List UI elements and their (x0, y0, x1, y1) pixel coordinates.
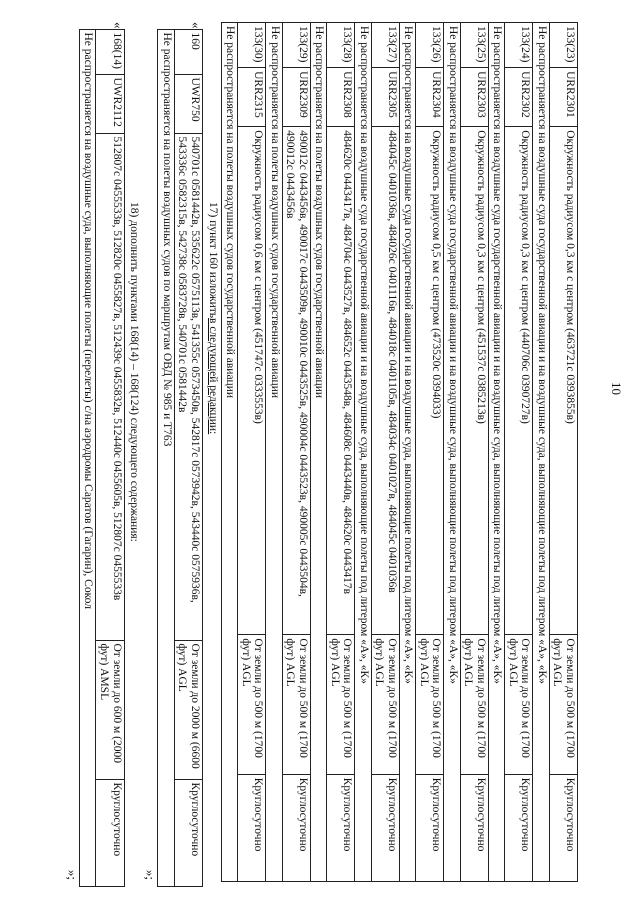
zone-row (327, 23, 355, 882)
altitude-cell: От земли до 2000 м (6600 фут) AGL (174, 640, 202, 779)
altitude-cell: От земли до 500 м (1700 фут) AGL (238, 635, 266, 774)
zone-row (174, 29, 202, 886)
time-cell: Круглосуточно (96, 779, 124, 886)
zone-boundary-cell: 484045с 0401036в, 484026с 0401116в, 484018с 0401105в, 484034с 0401027в, 484045с 0401036в (371, 127, 399, 635)
item-number-cell: 168(14) (96, 29, 124, 74)
paragraph-17-number: 17) (206, 202, 219, 218)
note-row (311, 23, 327, 882)
note-cell: Не распространяется на воздушные суда государственной авиации и на воздушные суда, выполняющие полеты под литером «А», «К» (355, 23, 371, 882)
zone-code-cell: URR2301 (549, 68, 577, 127)
item-number-cell: 133(28) (327, 23, 355, 68)
zone-row (505, 23, 533, 882)
time-cell: Круглосуточно (282, 774, 310, 881)
note-row (80, 29, 96, 886)
paragraph-17-text: пункт 160 изложить (206, 220, 219, 319)
note-cell: Не распространяется на полеты воздушных судов государственной авиации (222, 23, 238, 882)
note-cell: Не распространяется на воздушные суда государственной авиации и на воздушные суда, выполняющие полеты под литером «А», «К» (489, 23, 505, 882)
zone-row (460, 23, 488, 882)
open-quote-17: « (189, 22, 204, 29)
time-cell: Круглосуточно (238, 774, 266, 881)
paragraph-18-text: дополнить пунктами 168(14) – 168(124) следующего содержания: (128, 220, 141, 542)
note-cell: Не распространяется на воздушные суда государственной авиации и на воздушные суда, выполняющие полеты под литером «А», «К» (533, 23, 549, 882)
item-number-cell: 133(27) (371, 23, 399, 68)
note-cell: Не распространяется на полеты воздушных судов государственной авиации (311, 23, 327, 882)
open-quote-18: « (110, 22, 126, 29)
paragraph-18 (125, 22, 143, 882)
time-cell: Круглосуточно (549, 774, 577, 881)
note-cell: Не распространяется на полеты воздушных судов по маршрутам ОВД № 985 и Т763 (158, 29, 174, 886)
time-cell: Круглосуточно (174, 779, 202, 886)
note-row (489, 23, 505, 882)
rotated-sheet (58, 22, 624, 882)
item-number-cell: 133(26) (416, 23, 444, 68)
zone-boundary-cell: 490012с 0443456в, 490017с 0443509в, 490010с 0443525в, 490004с 0443523в, 490005с 0443504в, 490012с 0443456в (282, 127, 310, 635)
altitude-cell: От земли до 500 м (1700 фут) AGL (327, 635, 355, 774)
airspace-table-b (158, 29, 204, 887)
zone-code-cell: URR2309 (282, 68, 310, 127)
altitude-cell: От земли до 500 м (1700 фут) AGL (416, 635, 444, 774)
item-number-cell: 133(29) (282, 23, 310, 68)
time-cell: Круглосуточно (505, 774, 533, 881)
altitude-cell: От земли до 500 м (1700 фут) AGL (282, 635, 310, 774)
zone-code-cell: UWR2112 (96, 74, 124, 133)
time-cell: Круглосуточно (460, 774, 488, 881)
airspace-table-a (221, 22, 578, 882)
note-row (444, 23, 460, 882)
zone-row (416, 23, 444, 882)
item-number-cell: 133(24) (505, 23, 533, 68)
zone-code-cell: URR2315 (238, 68, 266, 127)
zone-code-cell: URR2305 (371, 68, 399, 127)
item-number-cell: 160 (174, 29, 202, 74)
zone-code-cell: UWR750 (174, 74, 202, 133)
zone-boundary-cell: Окружность радиусом 0,6 км с центром (451747с 0333553в) (238, 127, 266, 635)
close-quote-18: »; (65, 869, 81, 880)
item-number-cell: 133(30) (238, 23, 266, 68)
close-quote-17: »; (143, 869, 159, 880)
altitude-cell: От земли до 600 м (2000 фут) AMSL (96, 640, 124, 779)
zone-row (282, 23, 310, 882)
zone-boundary-cell: Окружность радиусом 0,3 км с центром (463721с 0393855в) (549, 127, 577, 635)
note-cell: Не распространяется на воздушные суда государственной авиации и на воздушные суда, выполняющие полеты под литером «А», «К» (444, 23, 460, 882)
note-cell: Не распространяется на воздушные суда, выполняющие полеты (перелеты) с/на аэродромы Саратов (Гагарин), Сокол (80, 29, 96, 886)
zone-code-cell: URR2302 (505, 68, 533, 127)
page-number: 10 (609, 382, 624, 395)
note-row (355, 23, 371, 882)
zone-boundary-cell: 484620с 0443417в, 484704с 0443527в, 484652с 0443548в, 484608с 0443440в, 484620с 0443417в (327, 127, 355, 635)
altitude-cell: От земли до 500 м (1700 фут) AGL (371, 635, 399, 774)
zone-row (549, 23, 577, 882)
zone-row (371, 23, 399, 882)
zone-boundary-cell: Окружность радиусом 0,5 км с центром (473520с 0394033) (416, 127, 444, 635)
zone-boundary-cell: 512807с 0455533в, 512820с 0455827в, 512439с 0455832в, 512440с 0455605в, 512807с 0455533в (96, 133, 124, 640)
note-row (158, 29, 174, 886)
zone-boundary-cell: Окружность радиусом 0,3 км с центром (440706с 0390727в) (505, 127, 533, 635)
paragraph-17-text-underlined: в следующей редакции: (206, 318, 219, 435)
note-cell: Не распространяется на полеты воздушных судов государственной авиации (266, 23, 282, 882)
note-row (400, 23, 416, 882)
item-number-cell: 133(23) (549, 23, 577, 68)
note-row (533, 23, 549, 882)
zone-code-cell: URR2303 (460, 68, 488, 127)
time-cell: Круглосуточно (416, 774, 444, 881)
altitude-cell: От земли до 500 м (1700 фут) AGL (505, 635, 533, 774)
zone-boundary-cell: Окружность радиусом 0,3 км с центром (451537с 0385213в) (460, 127, 488, 635)
altitude-cell: От земли до 500 м (1700 фут) AGL (549, 635, 577, 774)
note-row (266, 23, 282, 882)
note-cell: Не распространяется на воздушные суда государственной авиации и на воздушные суда, выполняющие полеты под литером «А», «К» (400, 23, 416, 882)
altitude-cell: От земли до 500 м (1700 фут) AGL (460, 635, 488, 774)
zone-code-cell: URR2304 (416, 68, 444, 127)
zone-boundary-cell: 540701с 0581442в, 535622с 0575113в, 541355с 0573450в, 542817с 0573942в, 543440с 0575936в, 543336с 0582315в, 542738с 0583728в, 540701с 0581442в (174, 133, 202, 640)
item-number-cell: 133(25) (460, 23, 488, 68)
zone-row (238, 23, 266, 882)
zone-row (96, 29, 124, 886)
note-row (222, 23, 238, 882)
zone-code-cell: URR2308 (327, 68, 355, 127)
paragraph-17 (203, 22, 221, 882)
time-cell: Круглосуточно (371, 774, 399, 881)
paragraph-18-number: 18) (128, 202, 141, 218)
airspace-table-c (79, 29, 125, 887)
time-cell: Круглосуточно (327, 774, 355, 881)
